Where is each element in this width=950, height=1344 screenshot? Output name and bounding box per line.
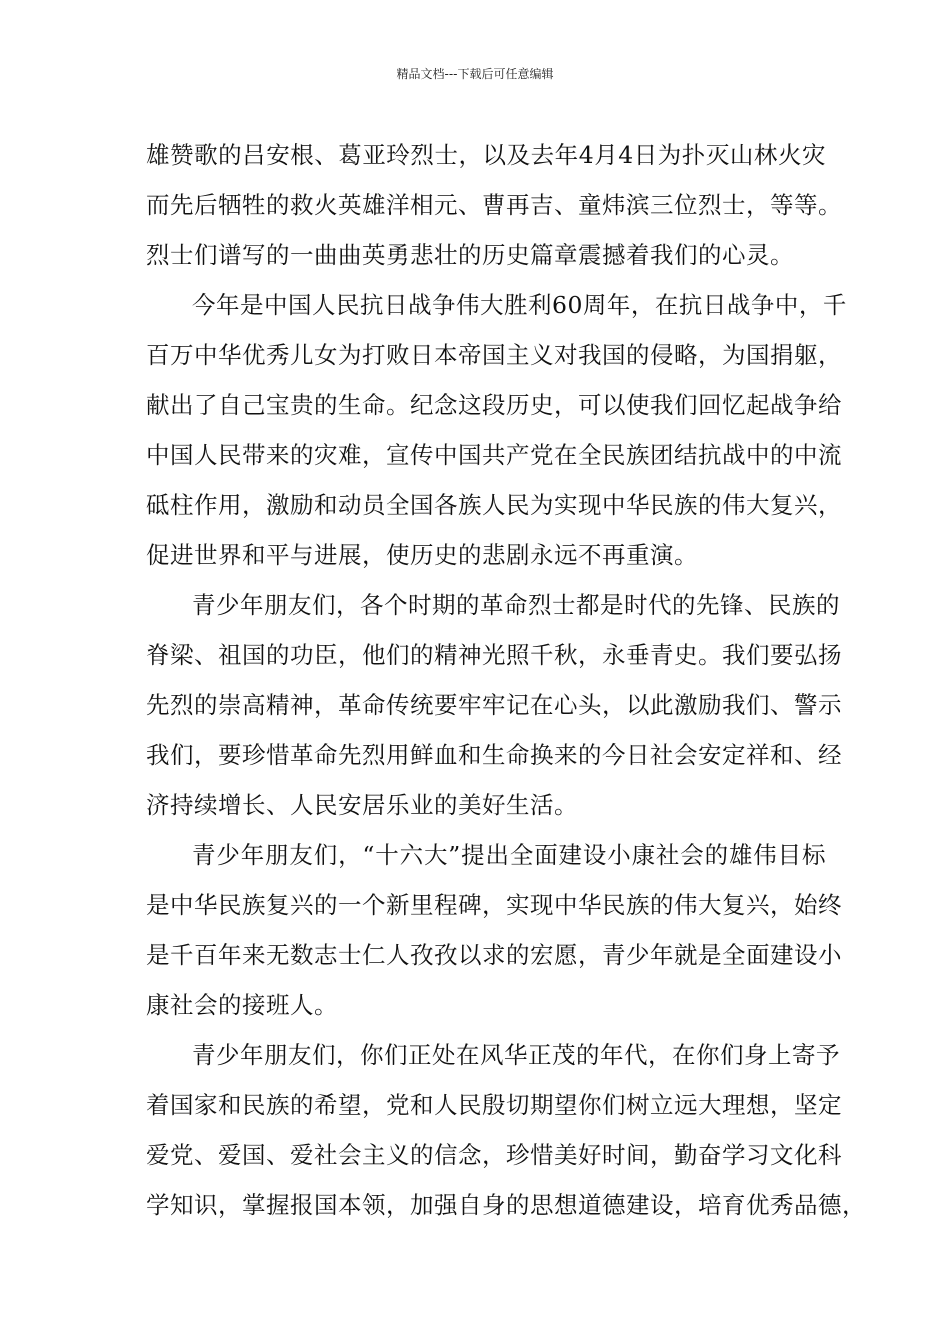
text-line: 促进世界和平与进展，使历史的悲剧永远不再重演。 xyxy=(146,541,698,569)
text-line: 青少年朋友们，各个时期的革命烈士都是时代的先锋、民族的 xyxy=(192,591,840,619)
text-line: 烈士们谱写的一曲曲英勇悲壮的历史篇章震撼着我们的心灵。 xyxy=(146,241,794,269)
text-line: 是千百年来无数志士仁人孜孜以求的宏愿，青少年就是全面建设小 xyxy=(146,941,842,969)
text-line: 砥柱作用，激励和动员全国各族人民为实现中华民族的伟大复兴， xyxy=(146,491,842,519)
text-line: 青少年朋友们，“十六大”提出全面建设小康社会的雄伟目标 xyxy=(192,841,826,869)
text-line: 我们，要珍惜革命先烈用鲜血和生命换来的今日社会安定祥和、经 xyxy=(146,741,842,769)
text-line: 脊梁、祖国的功臣，他们的精神光照千秋，永垂青史。我们要弘扬 xyxy=(146,641,842,669)
text-line: 百万中华优秀儿女为打败日本帝国主义对我国的侵略，为国捐躯， xyxy=(146,341,842,369)
text-line: 济持续增长、人民安居乐业的美好生活。 xyxy=(146,791,578,819)
page-header: 精品文档---下载后可任意编辑 xyxy=(396,67,554,81)
text-line: 是中华民族复兴的一个新里程碑，实现中华民族的伟大复兴，始终 xyxy=(146,891,842,919)
document-body xyxy=(146,130,866,1230)
text-line: 今年是中国人民抗日战争伟大胜利60周年，在抗日战争中，千 xyxy=(192,291,847,319)
text-line: 学知识，掌握报国本领，加强自身的思想道德建设，培育优秀品德， xyxy=(146,1191,866,1219)
text-line: 青少年朋友们，你们正处在风华正茂的年代，在你们身上寄予 xyxy=(192,1041,840,1069)
text-line: 爱党、爱国、爱社会主义的信念，珍惜美好时间，勤奋学习文化科 xyxy=(146,1141,842,1169)
text-line: 着国家和民族的希望，党和人民殷切期望你们树立远大理想，坚定 xyxy=(146,1091,842,1119)
text-line: 献出了自己宝贵的生命。纪念这段历史，可以使我们回忆起战争给 xyxy=(146,391,842,419)
text-line: 先烈的崇高精神，革命传统要牢牢记在心头，以此激励我们、警示 xyxy=(146,691,842,719)
text-line: 雄赞歌的吕安根、葛亚玲烈士，以及去年4月4日为扑灭山林火灾 xyxy=(146,141,826,169)
text-line: 而先后牺牲的救火英雄洋相元、曹再吉、童炜滨三位烈士，等等。 xyxy=(146,191,842,219)
text-line: 中国人民带来的灾难，宣传中国共产党在全民族团结抗战中的中流 xyxy=(146,441,842,469)
text-line: 康社会的接班人。 xyxy=(146,991,338,1019)
